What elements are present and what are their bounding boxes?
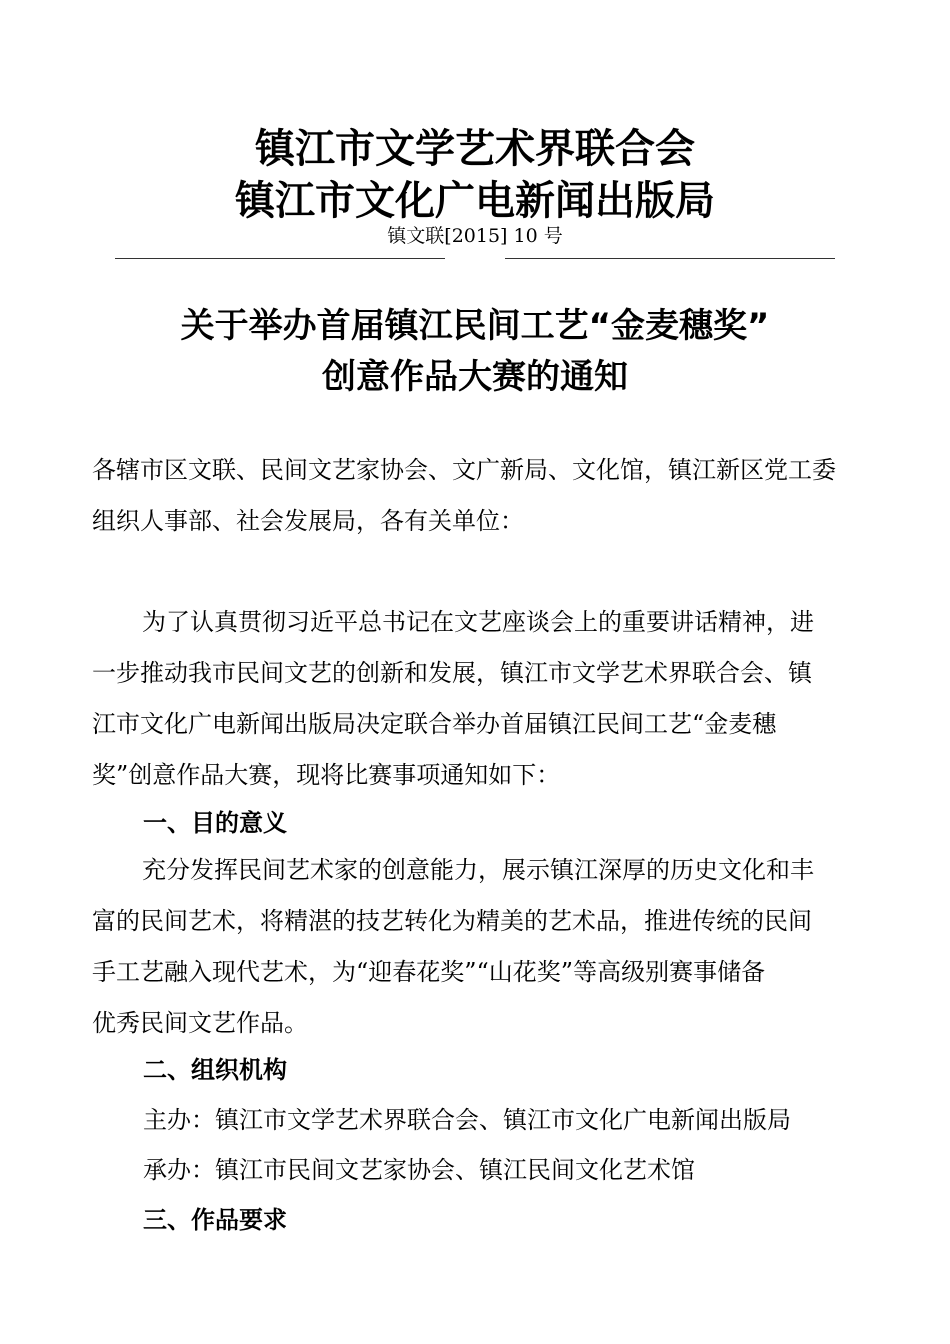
intro-line: 一步推动我市民间文艺的创新和发展，镇江市文学艺术界联合会、镇 <box>92 659 812 687</box>
document-number: 镇文联[2015] 10 号 <box>387 225 563 247</box>
organizer-line: 承办：镇江市民间文艺家协会、镇江民间文化艺术馆 <box>143 1156 695 1184</box>
header-rule-left <box>115 258 445 259</box>
issuer-name-1: 镇江市文学艺术界联合会 <box>255 126 695 172</box>
intro-line: 奖”创意作品大赛，现将比赛事项通知如下： <box>92 761 561 789</box>
purpose-line: 优秀民间文艺作品。 <box>92 1009 308 1037</box>
section-heading-requirements: 三、作品要求 <box>143 1206 287 1234</box>
purpose-paragraph <box>92 845 862 1049</box>
purpose-line: 手工艺融入现代艺术，为“迎春花奖”“山花奖”等高级别赛事储备 <box>92 958 766 986</box>
notice-title-line-1: 关于举办首届镇江民间工艺“金麦穗奖” <box>180 306 770 346</box>
section-heading-organization: 二、组织机构 <box>143 1056 287 1084</box>
notice-title-line-2: 创意作品大赛的通知 <box>322 357 628 397</box>
purpose-line: 富的民间艺术，将精湛的技艺转化为精美的艺术品，推进传统的民间 <box>92 907 812 935</box>
issuer-name-2: 镇江市文化广电新闻出版局 <box>235 178 715 224</box>
header-rule-right <box>505 258 835 259</box>
purpose-line: 充分发挥民间艺术家的创意能力，展示镇江深厚的历史文化和丰 <box>142 856 814 884</box>
intro-line: 为了认真贯彻习近平总书记在文艺座谈会上的重要讲话精神，进 <box>142 608 814 636</box>
host-line: 主办：镇江市文学艺术界联合会、镇江市文化广电新闻出版局 <box>143 1106 791 1134</box>
recipients-line: 组织人事部、社会发展局，各有关单位： <box>92 507 524 535</box>
recipients-line: 各辖市区文联、民间文艺家协会、文广新局、文化馆，镇江新区党工委 <box>92 456 836 484</box>
recipients-paragraph <box>92 445 862 547</box>
intro-paragraph <box>92 597 862 801</box>
section-heading-purpose: 一、目的意义 <box>143 809 287 837</box>
intro-line: 江市文化广电新闻出版局决定联合举办首届镇江民间工艺“金麦穗 <box>92 710 777 738</box>
